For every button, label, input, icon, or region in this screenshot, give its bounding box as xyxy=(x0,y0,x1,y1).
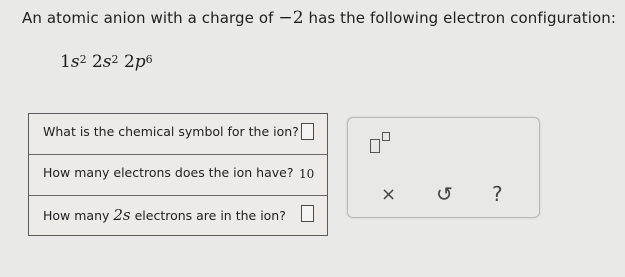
prompt-text-before: An atomic anion with a charge of xyxy=(22,9,279,27)
help-button[interactable]: ? xyxy=(492,182,503,206)
question-symbol-label: What is the chemical symbol for the ion? xyxy=(43,124,299,139)
question-table xyxy=(28,113,328,236)
question-row-2s xyxy=(29,196,327,236)
config-term-1: $1s^2$ xyxy=(60,52,87,72)
2s-answer-input[interactable] xyxy=(301,205,314,222)
electron-configuration xyxy=(60,52,153,72)
electrons-answer-input[interactable]: 10 xyxy=(299,167,315,181)
config-term-3: $2p^6$ xyxy=(123,52,153,72)
superscript-base-icon xyxy=(370,139,380,153)
superscript-exponent-icon xyxy=(382,132,390,141)
answer-toolbar xyxy=(347,117,540,218)
superscript-button[interactable] xyxy=(370,130,396,154)
undo-button[interactable]: ↺ xyxy=(436,182,453,206)
question-prompt xyxy=(22,8,616,28)
symbol-answer-input[interactable] xyxy=(301,123,314,140)
question-row-symbol xyxy=(29,114,327,155)
ion-charge: −2 xyxy=(278,8,304,28)
prompt-text-after: has the following electron configuration: xyxy=(303,9,617,27)
question-row-electrons xyxy=(29,155,327,196)
config-term-2: $2s^2$ xyxy=(91,52,119,72)
question-2s-label: How many 2s electrons are in the ion? xyxy=(43,206,286,224)
clear-button[interactable]: × xyxy=(381,184,397,205)
question-electrons-label: How many electrons does the ion have? xyxy=(43,165,294,180)
